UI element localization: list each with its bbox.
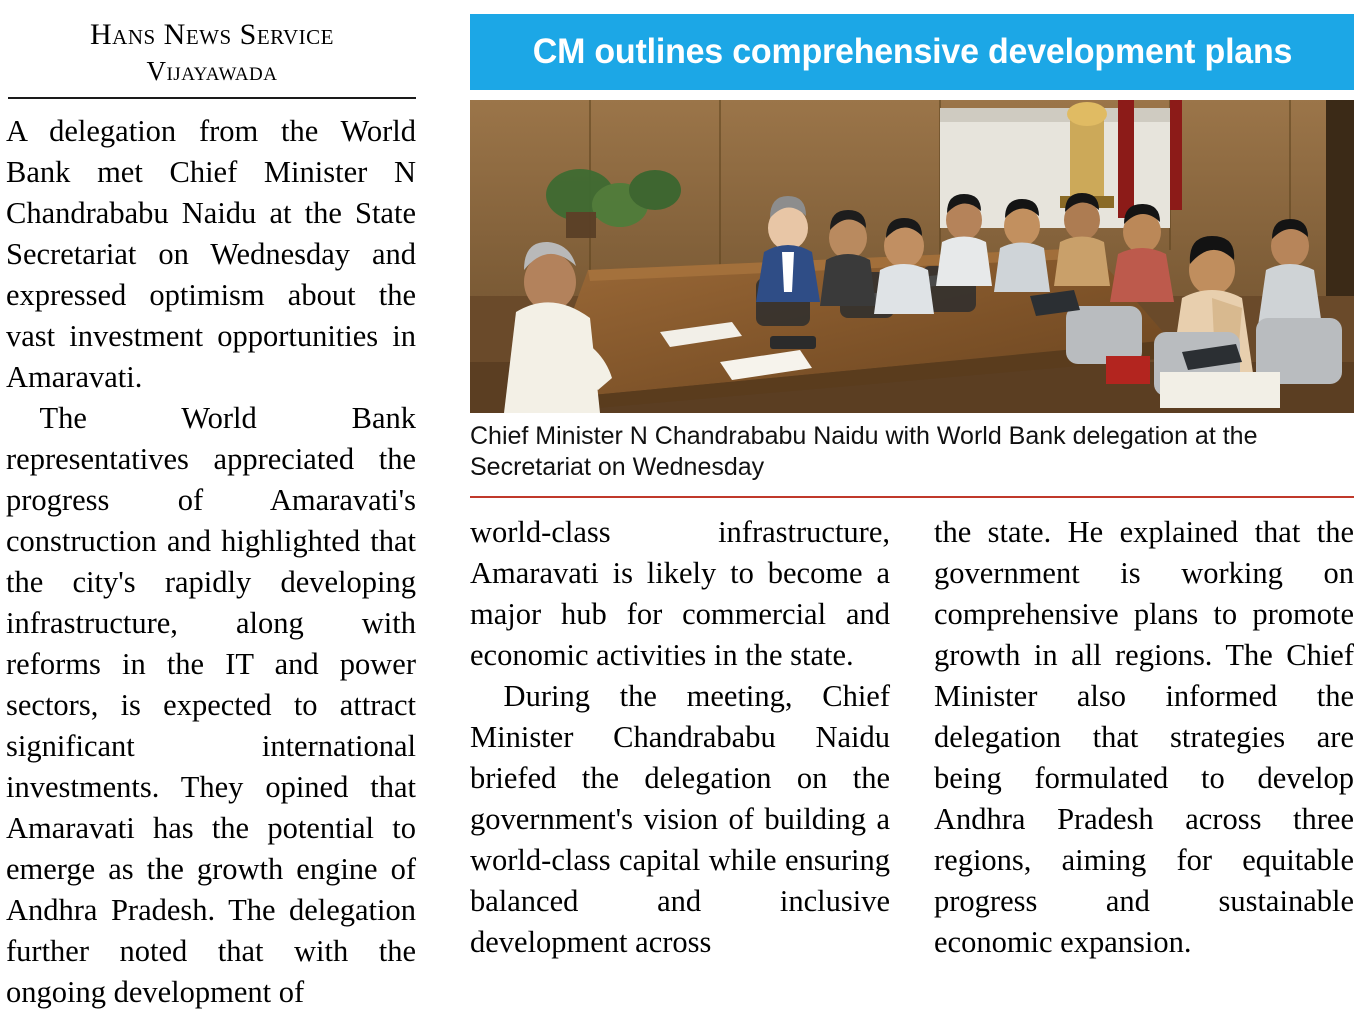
photo-caption: Chief Minister N Chandrababu Naidu with World Bank delegation at the Secretariat on Wednesday xyxy=(470,422,1258,481)
right-column-body xyxy=(934,512,1354,963)
article-photo xyxy=(470,100,1354,413)
page-title: CM outlines comprehensive development plans xyxy=(532,31,1292,71)
headline-banner xyxy=(470,14,1354,90)
paragraph: The World Bank representatives appreciated the progress of Amaravati's construction and highlighted that the city's rapidly developing infrastructure, along with reforms in the IT and power sectors, is expected to attract significant international investments. They opined that Amaravati has the potential to emerge as the growth engine of Andhra Pradesh. The delegation further noted that with the ongoing development of xyxy=(6,401,416,1010)
paragraph: world-class infrastructure, Amaravati is likely to become a major hub for commercial and economic activities in the state. xyxy=(470,515,890,673)
left-column xyxy=(0,0,424,1010)
paragraph: A delegation from the World Bank met Chief Minister N Chandrababu Naidu at the State Secretariat on Wednesday and expressed optimism about the vast investment opportunities in Amaravati. xyxy=(6,113,416,394)
paragraph: During the meeting, Chief Minister Chandrababu Naidu briefed the delegation on the government's vision of building a world-class capital while ensuring balanced and inclusive development across xyxy=(470,679,890,960)
right-section xyxy=(470,0,1354,1010)
middle-column-body xyxy=(470,512,890,963)
byline-city: Vijayawada xyxy=(146,55,278,86)
byline-service: Hans News Service xyxy=(90,18,334,51)
left-column-body xyxy=(0,111,424,1013)
paragraph: the state. He explained that the government is working on comprehensive plans to promote growth in all regions. The Chief Minister also informed the delegation that strategies are being formulated to develop Andhra Pradesh across three regions, aiming for equitable progress and sustainable economic expansion. xyxy=(934,515,1354,960)
byline-divider xyxy=(8,97,416,99)
meeting-room-photo-illustration xyxy=(470,100,1354,413)
byline xyxy=(0,0,424,87)
caption-divider xyxy=(470,496,1354,498)
body-columns xyxy=(470,512,1354,963)
